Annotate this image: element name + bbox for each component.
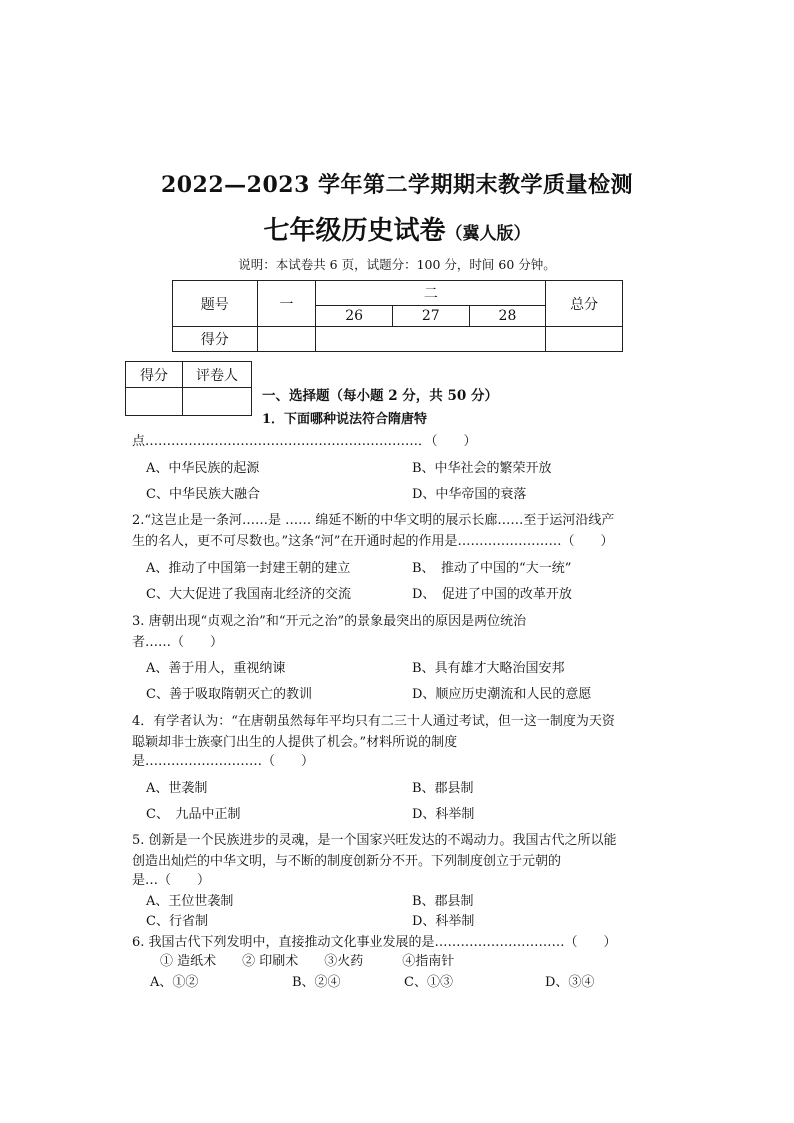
question-1-line-1: 1．下面哪种说法符合隋唐特 <box>262 412 428 427</box>
exam-title: 2022—2023 学年第二学期期末教学质量检测 <box>160 172 634 198</box>
sub-col-27: 27 <box>392 306 469 327</box>
question-6-line-2: ① 造纸术 ② 印刷术 ③火药 ④指南针 <box>160 954 455 969</box>
subtitle-text: 七年级历史试卷 <box>263 216 446 246</box>
score-row-label: 得分 <box>173 327 258 352</box>
score-table <box>172 280 623 352</box>
question-5-line-2: 创造出灿烂的中华文明，与不断的制度创新分不开。下列制度创立于元朝的 <box>132 854 562 869</box>
question-5-line-1: 5. 创新是一个民族进步的灵魂，是一个国家兴旺发达的不竭动力。我国古代之所以能 <box>132 833 617 848</box>
sub-col-26: 26 <box>316 306 393 327</box>
question-6-option-b: B、②④ <box>292 975 341 990</box>
question-2-option-b: B、 推动了中国的“大一统” <box>412 561 572 576</box>
grader-score-label: 得分 <box>126 362 183 388</box>
question-4-line-1: 4．有学者认为：“在唐朝虽然每年平均只有二三十人通过考试，但一这一制度为天资 <box>132 714 615 729</box>
question-2-line-1: 2.“这岂止是一条河……是 …… 绵延不断的中华文明的展示长廊……至于运河沿线产 <box>132 513 615 528</box>
exam-subtitle <box>0 210 794 247</box>
question-4-option-b: B、郡县制 <box>412 781 474 796</box>
question-6-option-a: A、①② <box>150 975 199 990</box>
question-1-option-d: D、中华帝国的衰落 <box>412 487 527 502</box>
part-two-header: 二 <box>316 281 546 306</box>
question-2-line-2: 生的名人，更不可尽数也。”这条“河”在开通时起的作用是……………………（ ） <box>132 534 614 549</box>
grader-box <box>125 361 252 416</box>
question-3-line-1: 3. 唐朝出现“贞观之治”和“开元之治”的景象最突出的原因是两位统治 <box>132 614 527 629</box>
question-5-option-c: C、行省制 <box>146 914 208 929</box>
question-6-option-d: D、③④ <box>545 975 595 990</box>
total-header: 总分 <box>546 281 623 327</box>
question-4-option-a: A、世袭制 <box>146 781 208 796</box>
score-cell-two <box>316 327 546 352</box>
edition-label: （冀人版） <box>445 224 531 244</box>
question-2-option-c: C、大大促进了我国南北经济的交流 <box>146 587 351 602</box>
exam-instructions: 说明：本试卷共 6 页，试题分：100 分，时间 60 分钟。 <box>238 257 556 272</box>
question-3-option-a: A、善于用人，重视纳谏 <box>146 661 286 676</box>
score-cell-one <box>257 327 316 352</box>
question-5-line-3: 是…（ ） <box>132 873 211 888</box>
question-5-option-a: A、王位世袭制 <box>146 894 234 909</box>
question-2-option-a: A、推动了中国第一封建王朝的建立 <box>146 561 351 576</box>
question-4-line-3: 是………………………（ ） <box>132 754 315 769</box>
score-cell-total <box>546 327 623 352</box>
grader-name-label: 评卷人 <box>183 362 252 388</box>
question-1-option-b: B、中华社会的繁荣开放 <box>412 461 552 476</box>
section-heading: 一、选择题（每小题 2 分，共 50 分） <box>262 388 498 404</box>
question-4-option-d: D、科举制 <box>412 807 475 822</box>
question-1-option-a: A、中华民族的起源 <box>146 461 260 476</box>
question-4-line-2: 聪颖却非士族豪门出生的人提供了机会。”材料所说的制度 <box>132 735 458 750</box>
question-4-option-c: C、 九品中正制 <box>146 807 241 822</box>
question-6-line-1: 6. 我国古代下列发明中，直接推动文化事业发展的是…………………………（ ） <box>132 935 617 950</box>
question-3-option-c: C、善于吸取隋朝灭亡的教训 <box>146 687 312 702</box>
question-1-line-2: 点………………………………………………………．（ ） <box>132 434 477 449</box>
question-3-option-d: D、顺应历史潮流和人民的意愿 <box>412 687 592 702</box>
question-5-option-b: B、郡县制 <box>412 894 474 909</box>
question-6-option-c: C、①③ <box>404 975 453 990</box>
grader-name-cell <box>183 388 252 416</box>
question-3-line-2: 者……（ ） <box>132 635 224 650</box>
question-5-option-d: D、科举制 <box>412 914 475 929</box>
question-2-option-d: D、 促进了中国的改革开放 <box>412 587 572 602</box>
question-number-header: 题号 <box>173 281 258 327</box>
sub-col-28: 28 <box>469 306 546 327</box>
grader-score-cell <box>126 388 183 416</box>
question-1-option-c: C、中华民族大融合 <box>146 487 260 502</box>
question-3-option-b: B、具有雄才大略治国安邦 <box>412 661 565 676</box>
part-one-header: 一 <box>257 281 316 327</box>
